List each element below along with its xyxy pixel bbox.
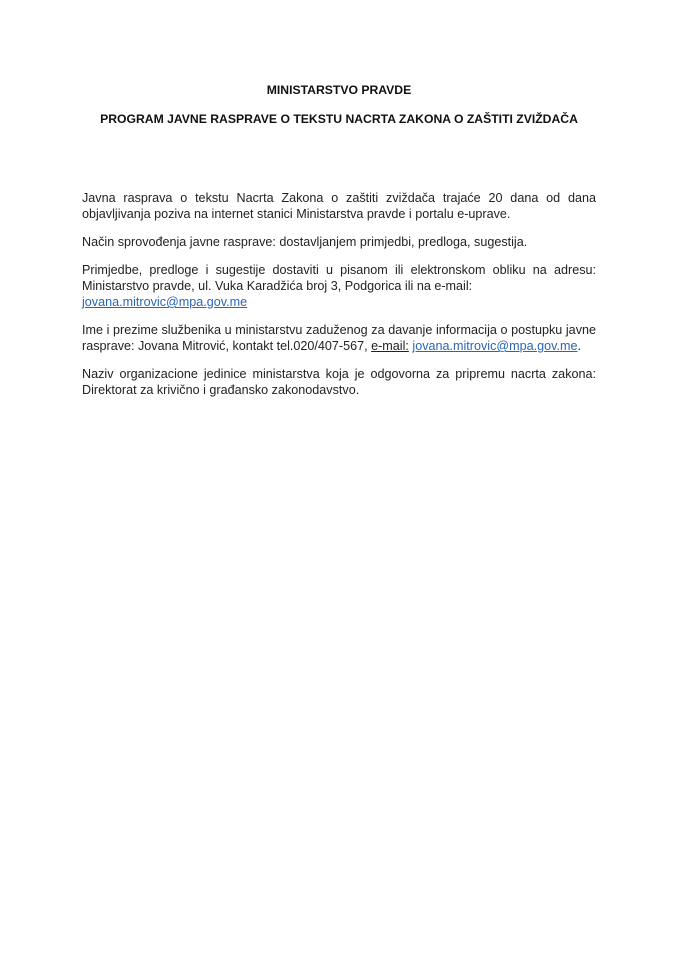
paragraph-duration: Javna rasprava o tekstu Nacrta Zakona o zaštiti zviždača trajaće 20 dana od dana objavljivanja poziva na internet stanici Ministarstva pravde i portalu e-uprave. bbox=[82, 191, 596, 221]
contact-end-punctuation: . bbox=[577, 339, 582, 353]
document-body bbox=[82, 190, 596, 410]
paragraph-contact bbox=[82, 322, 596, 354]
submission-email-link[interactable]: jovana.mitrovic@mpa.gov.me bbox=[82, 295, 248, 309]
paragraph-submission bbox=[82, 262, 596, 310]
ministry-title: MINISTARSTVO PRAVDE bbox=[266, 83, 412, 97]
contact-email-link[interactable]: jovana.mitrovic@mpa.gov.me bbox=[412, 339, 578, 353]
contact-email-label: e-mail: bbox=[371, 339, 409, 353]
contact-text: Ime i prezime službenika u ministarstvu zaduženog za davanje informacija o postupku javne rasprave: Jovana Mitrović, kontakt tel.020/407-567, bbox=[82, 323, 596, 353]
program-title: PROGRAM JAVNE RASPRAVE O TEKSTU NACRTA ZAKONA O ZAŠTITI ZVIŽDAČA bbox=[100, 112, 578, 126]
paragraph-responsible-unit: Naziv organizacione jedinice ministarstva koja je odgovorna za pripremu nacrta zakona: Direktorat za krivično i građansko zakonodavstvo. bbox=[82, 367, 596, 397]
paragraph-method: Način sprovođenja javne rasprave: dostavljanjem primjedbi, predloga, sugestija. bbox=[82, 235, 528, 249]
submission-text: Primjedbe, predloge i sugestije dostaviti u pisanom ili elektronskom obliku na adresu: Ministarstvo pravde, ul. Vuka Karadžića broj 3, Podgorica ili na e-mail: bbox=[82, 263, 596, 293]
